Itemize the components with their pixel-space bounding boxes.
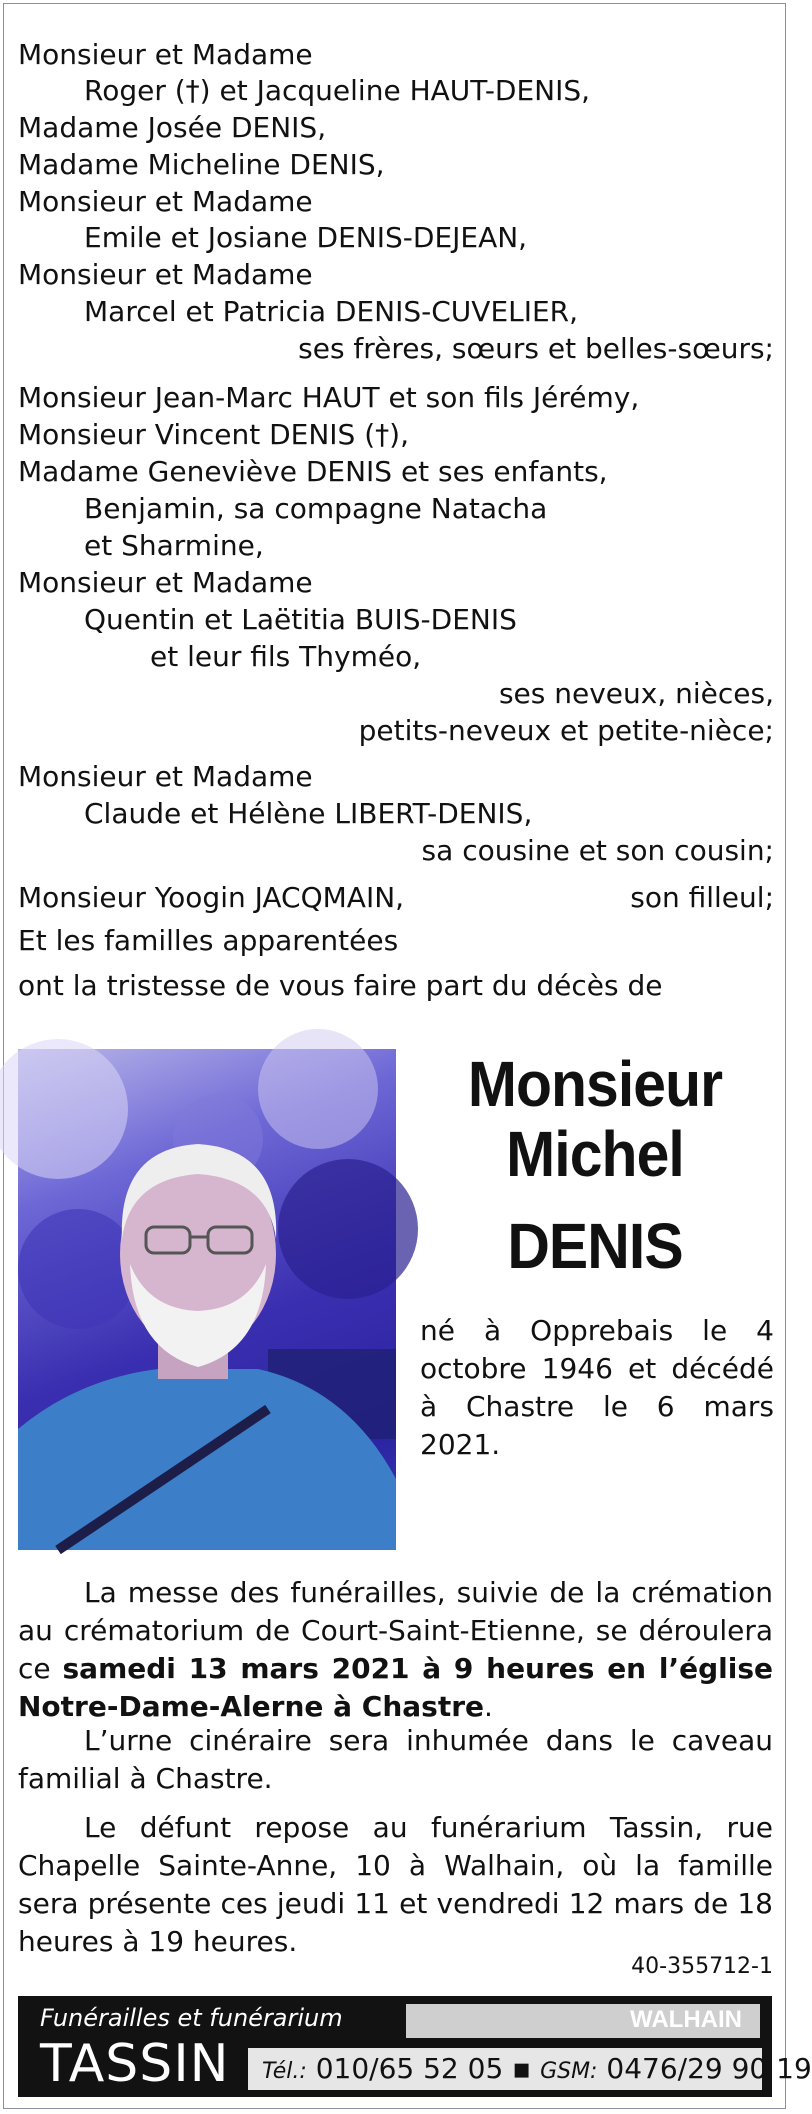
family-line: Monsieur et Madame (18, 185, 313, 218)
urn-paragraph: L’urne cinéraire sera inhumée dans le caveau familial à Chastre. (18, 1724, 773, 1795)
family-line: et Sharmine, (84, 529, 264, 562)
family-line: Quentin et Laëtitia BUIS-DENIS (84, 603, 517, 636)
tel-label: Tél.: (262, 2059, 307, 2084)
family-line: Emile et Josiane DENIS-DEJEAN, (84, 221, 528, 254)
family-line: Madame Josée DENIS, (18, 111, 327, 144)
family-line: Monsieur et Madame (18, 258, 313, 291)
family-line: Monsieur Jean-Marc HAUT et son fils Jérémy, (18, 381, 640, 414)
funeral-text-end: . (484, 1690, 493, 1723)
family-line: Marcel et Patricia DENIS-CUVELIER, (84, 295, 579, 328)
family-relation: sa cousine et son cousin; (421, 834, 774, 867)
viewing-paragraph: Le défunt repose au funérarium Tassin, rue Chapelle Sainte-Anne, 10 à Walhain, où la famille sera présente ces jeudi 11 et vendredi 12 mars de 18 heures à 19 heures. (18, 1811, 773, 1958)
family-line: Monsieur et Madame (18, 38, 313, 71)
family-line: Madame Geneviève DENIS et ses enfants, (18, 455, 608, 488)
family-line: Benjamin, sa compagne Natacha (84, 492, 548, 525)
family-relation: petits-neveux et petite-nièce; (358, 714, 774, 747)
reference-number: 40-355712-1 (631, 1954, 773, 1979)
contact-bar (248, 2048, 812, 2090)
funeral-home-subtitle: Funérailles et funérarium (40, 2004, 343, 2032)
deceased-first-name: Michel (506, 1118, 684, 1190)
family-line: Monsieur Yoogin JACQMAIN, (18, 881, 405, 914)
location-tag (406, 2004, 760, 2038)
deceased-title: Monsieur (467, 1048, 723, 1120)
deceased-bio: né à Opprebais le 4 octobre 1946 et décédé à Chastre le 6 mars 2021. (420, 1314, 774, 1461)
funeral-date-place: samedi 13 mars 2021 à 9 heures en l’église Notre-Dame-Alerne à Chastre (18, 1652, 773, 1723)
family-line: Madame Micheline DENIS, (18, 148, 385, 181)
announcement-line: ont la tristesse de vous faire part du décès de (18, 969, 663, 1002)
funeral-home-name: TASSIN (40, 2034, 230, 2094)
funeral-paragraph (18, 1574, 773, 1726)
family-line: et leur fils Thyméo, (150, 640, 422, 673)
family-line: Monsieur et Madame (18, 566, 313, 599)
funeral-text: La messe des funérailles, suivie de la crémation au crématorium de Court-Saint-Etienne, se déroulera ce (18, 1576, 773, 1685)
location-label: WALHAIN (630, 2006, 742, 2033)
family-relation: ses neveux, nièces, (498, 677, 774, 710)
portrait-photo (18, 1049, 396, 1550)
separator-dot: ▪ (512, 2052, 532, 2085)
family-relation: ses frères, sœurs et belles-sœurs; (298, 332, 774, 365)
family-relation: son filleul; (630, 881, 774, 914)
family-line: Monsieur Vincent DENIS (†), (18, 418, 409, 451)
family-line: Claude et Hélène LIBERT-DENIS, (84, 797, 533, 830)
portrait-illustration (18, 1049, 396, 1550)
family-line: Roger (†) et Jacqueline HAUT-DENIS, (84, 74, 591, 107)
family-line: Et les familles apparentées (18, 924, 399, 957)
family-line: Monsieur et Madame (18, 760, 313, 793)
gsm-number: 0476/29 90 19 (606, 2052, 812, 2085)
funeral-home-banner (18, 1996, 812, 2097)
deceased-last-name: DENIS (507, 1210, 683, 1282)
gsm-label: GSM: (540, 2059, 598, 2084)
tel-number: 010/65 52 05 (315, 2052, 504, 2085)
